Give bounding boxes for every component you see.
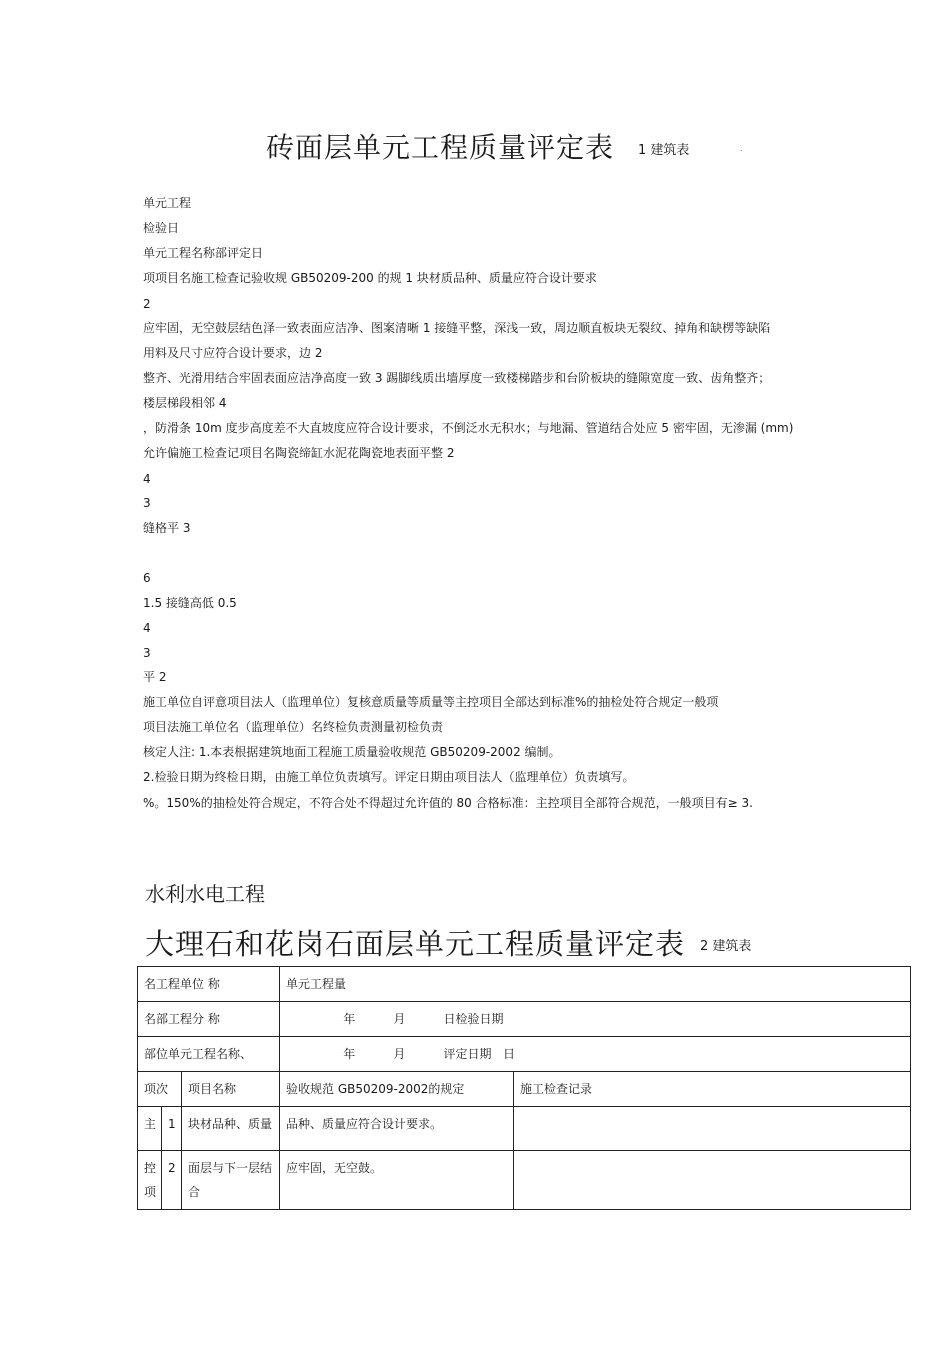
- text-line: 4: [143, 621, 151, 635]
- form-title: 大理石和花岗石面层单元工程质量评定表: [145, 927, 686, 961]
- item-record: [514, 1151, 911, 1210]
- text-line: 1.5 接缝高低 0.5: [143, 596, 237, 610]
- stray-dot: .: [740, 144, 743, 153]
- table-number: 1 建筑表: [638, 143, 690, 158]
- text-line: 应牢固，无空鼓层结色泽一致表面应洁净、图案清晰 1 接缝平整，深浅一致，周边顺直板块无裂纹、掉角和缺楞等缺陷: [143, 321, 771, 335]
- text-line: 缝格平 3: [143, 521, 191, 535]
- form-table-number: 2 建筑表: [700, 939, 752, 954]
- project-unit-label: 名工程单位 称: [138, 967, 280, 1002]
- item-record: [514, 1107, 911, 1151]
- form-row-subproject: [138, 1002, 911, 1037]
- item-number: 1: [162, 1107, 182, 1151]
- col-header-record: 施工检查记录: [514, 1072, 911, 1107]
- category-cell: 控项: [138, 1151, 162, 1210]
- page-title: 砖面层单元工程质量评定表: [266, 131, 615, 164]
- text-line: 单元工程: [143, 196, 192, 210]
- text-line: 核定人注: 1.本表根据建筑地面工程施工质量验收规范 GB50209-2002 编制。: [143, 745, 561, 759]
- form-row-project: [138, 967, 911, 1002]
- text-line: ，防滑条 10m 度步高度差不大直坡度应符合设计要求，不倒泛水无积水；与地漏、管道结合处应 5 密牢固，无渗漏 (mm): [143, 421, 794, 435]
- evaluation-date-label: 年 月 评定日期 日: [280, 1037, 911, 1072]
- text-line: %。150%的抽检处符合规定，不符合处不得超过允许值的 80 合格标准：主控项目全部符合规范，一般项目有≥ 3.: [143, 796, 753, 810]
- text-line: 平 2: [143, 670, 167, 684]
- text-line: 单元工程名称部评定日: [143, 246, 264, 260]
- text-line: 允许偏施工检查记项目名陶瓷缔缸水泥花陶瓷地表面平整 2: [143, 446, 455, 460]
- text-line: 施工单位自评意项目法人（监理单位）复核意质量等质量等主控项目全部达到标准%的抽检处符合规定一般项: [143, 695, 719, 709]
- col-header-spec: 验收规范 GB50209-2002的规定: [280, 1072, 514, 1107]
- category-cell: 主: [138, 1107, 162, 1151]
- table-row: [138, 1107, 911, 1151]
- section-heading: 水利水电工程: [145, 882, 265, 906]
- table-row: [138, 1151, 911, 1210]
- item-spec: 品种、质量应符合设计要求。: [280, 1107, 514, 1151]
- text-line: 用料及尺寸应符合设计要求，边 2: [143, 346, 323, 360]
- subproject-label: 名部工程分 称: [138, 1002, 280, 1037]
- text-line: 整齐、光滑用结合牢固表面应洁净高度一致 3 踢脚线质出墙厚度一致楼梯踏步和台阶板块的缝隙宽度一致、齿角整齐；: [143, 371, 771, 385]
- item-number: 2: [162, 1151, 182, 1210]
- table-header-row: [138, 1072, 911, 1107]
- text-line: 检验日: [143, 221, 180, 235]
- inspection-date-label: 年 月 日检验日期: [280, 1002, 911, 1037]
- quality-form-table: [137, 966, 911, 1210]
- item-spec: 应牢固，无空鼓。: [280, 1151, 514, 1210]
- text-line: 楼层梯段相邻 4: [143, 396, 227, 410]
- col-header-item-name: 项目名称: [182, 1072, 280, 1107]
- text-line: 3: [143, 646, 151, 660]
- text-line: 2: [143, 297, 151, 311]
- col-header-item-no: 项次: [138, 1072, 182, 1107]
- item-name: 面层与下一层结合: [182, 1151, 280, 1210]
- text-line: 6: [143, 571, 151, 585]
- text-line: 3: [143, 496, 151, 510]
- item-name: 块材品种、质量: [182, 1107, 280, 1151]
- form-row-unit: [138, 1037, 911, 1072]
- text-line: 项项目名施工检查记验收规 GB50209-200 的规 1 块材质品种、质量应符合设计要求: [143, 271, 597, 285]
- text-line: 4: [143, 472, 151, 486]
- text-line: 项目法施工单位名（监理单位）名终检负责测量初检负责: [143, 720, 444, 734]
- text-line: 2.检验日期为终检日期，由施工单位负责填写。评定日期由项目法人（监理单位）负责填写。: [143, 770, 635, 784]
- unit-name-label: 部位单元工程名称、: [138, 1037, 280, 1072]
- unit-quantity-label: 单元工程量: [280, 967, 911, 1002]
